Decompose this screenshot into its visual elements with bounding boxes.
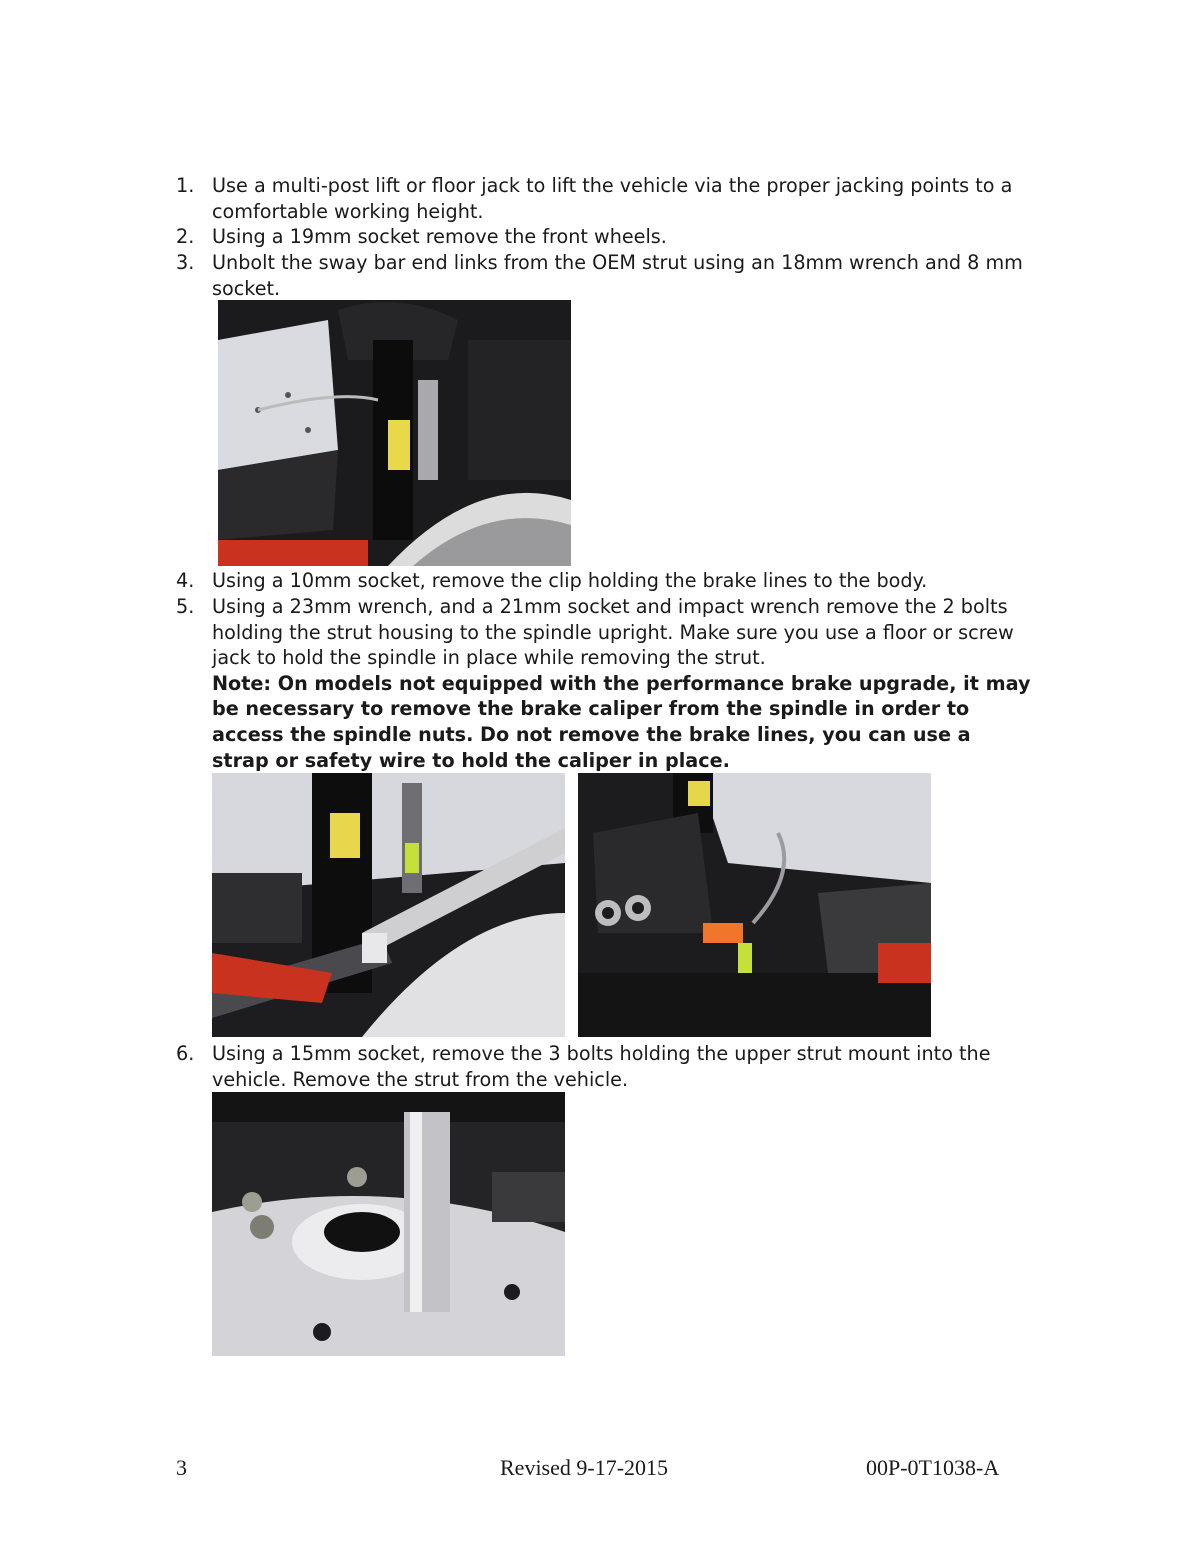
step-number: 1.	[176, 174, 195, 197]
step-text: Unbolt the sway bar end links from the OEM strut using an 18mm wrench and 8 mm socket.	[212, 251, 1023, 300]
photo-strut-bolt-removal	[212, 773, 565, 1037]
step-number: 4.	[176, 569, 195, 592]
step-body: Using a 23mm wrench, and a 21mm socket and impact wrench remove the 2 bolts holding the strut housing to the spindle upright. Make sure you use a floor or screw jack to hold the spindle in place while removing the strut.	[212, 595, 1014, 670]
step-number: 3.	[176, 251, 195, 274]
step-note: Note: On models not equipped with the performance brake upgrade, it may be necessary to remove the brake caliper from the spindle in order to access the spindle nuts. Do not remove the brake lines, you can use a strap or safety wire to hold the caliper in place.	[212, 671, 1031, 772]
step-text: Using a 10mm socket, remove the clip holding the brake lines to the body.	[212, 569, 928, 592]
page-number: 3	[176, 1455, 187, 1480]
step-text: Use a multi-post lift or floor jack to lift the vehicle via the proper jacking points to a comfortable working height.	[212, 174, 1013, 223]
part-number: 00P-0T1038-A	[866, 1455, 1000, 1480]
step-text: Using a 15mm socket, remove the 3 bolts holding the upper strut mount into the vehicle. Remove the strut from the vehicle.	[212, 1042, 991, 1091]
revision-date: Revised 9-17-2015	[500, 1455, 669, 1480]
photo-sway-bar-end-link	[218, 300, 571, 566]
step-number: 5.	[176, 595, 195, 618]
step-text: Using a 19mm socket remove the front wheels.	[212, 225, 667, 248]
step-text	[212, 594, 1032, 773]
photo-upper-strut-mount	[212, 1092, 565, 1356]
step-number: 6.	[176, 1042, 195, 1065]
step-number: 2.	[176, 225, 195, 248]
photo-spindle-upright	[578, 773, 931, 1037]
